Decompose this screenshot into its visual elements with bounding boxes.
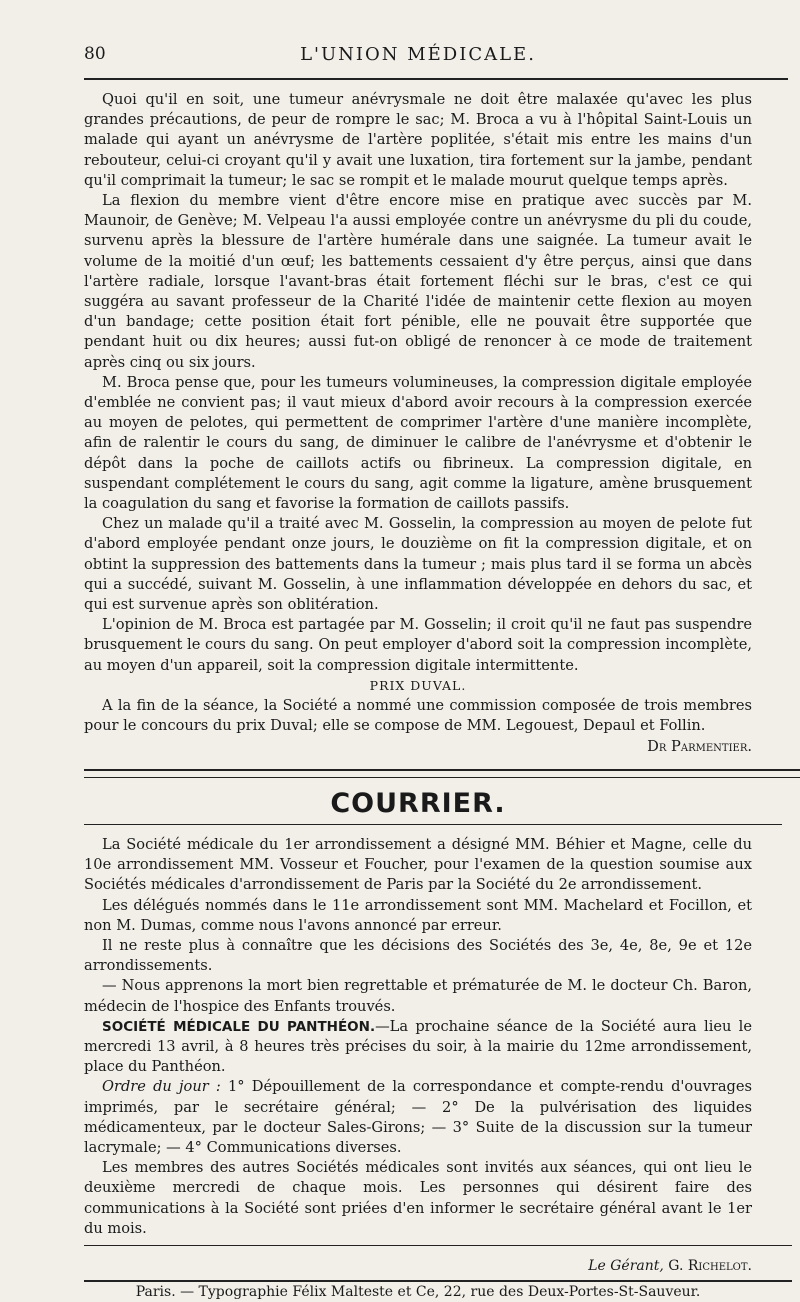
paragraph: La flexion du membre vient d'être encore mise en pratique avec succès par M. Maunoir, de Genève; M. Velpeau l'a aussi employée contre un anévrysme du pli du coude, survenu après la blessure de l'artère humérale dans une saignée. La tumeur avait le volume de la moitié d'un œuf; les battements cessaient d'y être perçus, ainsi que dans l'artère radiale, lorsque l'avant-bras était fortement fléchi sur le bras, c'est ce qui suggéra au savant professeur de la Charité l'idée de maintenir cette flexion au moyen d'un bandage; cette position était fort pénible, elle ne pouvait être supportée que pendant huit ou dix heures; aussi fut-on obligé de renoncer à ce mode de traitement après cinq ou six jours. — [84, 192, 752, 371]
paragraph-ordre — [84, 1077, 752, 1158]
header-rule — [84, 78, 788, 80]
running-title: L'UNION MÉDICALE. — [300, 44, 536, 65]
footer-rule — [84, 1245, 792, 1246]
section-heading-prix-duval: PRIX DUVAL. — [369, 677, 467, 693]
imprint: Paris. — Typographie Félix Malteste et Ce, 22, rue des Deux-Portes-St-Sauveur. — [135, 1284, 701, 1301]
paragraph: La Société médicale du 1er arrondissement a désigné MM. Béhier et Magne, celle du 10e arrondissement MM. Vosseur et Foucher, pour l'examen de la question soumise aux Sociétés médicales d'arrondissement de Paris par la Société du 2e arrondissement. — [84, 835, 752, 894]
ordre-text: 1° Dépouillement de la correspondance et compte-rendu d'ouvrages imprimés, par le secrétaire général; — 2° De la pulvérisation des liquides médicamenteux, par le docteur Sales-Girons; — 3° Suite de la discussion sur la tumeur lacrymale; — 4° Communications diverses. — [84, 1078, 753, 1156]
pantheon-lead: SOCIÉTÉ MÉDICALE DU PANTHÉON. — [102, 1018, 376, 1035]
gerant-line — [84, 1256, 752, 1276]
article-body — [84, 90, 752, 1302]
page-header — [84, 44, 752, 74]
paragraph: M. Broca pense que, pour les tumeurs volumineuses, la compression digitale employée d'emblée ne convient pas; il vaut mieux d'abord avoir recours à la compression exercée au moyen de pelotes, qui permettent de comprimer l'artère d'une manière incomplète, afin de ralentir le cours du sang, de diminuer le calibre de l'anévrysme et d'obtenir le dépôt dans la poche de caillots actifs ou fibrineux. La compression digitale, en suspendant complétement le cours du sang, agit comme la ligature, amène brusquement la coagulation du sang et favorise la formation de caillots passifs. — [84, 373, 752, 513]
gerant-name: G. Richelot. — [668, 1257, 752, 1274]
paragraph: A la fin de la séance, la Société a nommé une commission composée de trois membres pour le concours du prix Duval; elle se compose de MM. Legouest, Depaul et Follin. — [84, 697, 752, 735]
signature: Dr Parmentier. — [647, 737, 752, 755]
paragraph: Les délégués nommés dans le 11e arrondissement sont MM. Machelard et Focillon, et non M. Dumas, comme nous l'avons annoncé par erreur. — [84, 896, 752, 934]
pantheon-text: —La prochaine séance de la Société aura lieu le mercredi 13 avril, à 8 heures très précises du soir, à la mairie du 12me arrondissement, place du Panthéon. — [84, 1017, 752, 1076]
paragraph: Il ne reste plus à connaître que les décisions des Sociétés des 3e, 4e, 8e, 9e et 12e arrondissements. — [84, 936, 752, 975]
ordre-lead: Ordre du jour : — [102, 1078, 221, 1096]
paragraph: Quoi qu'il en soit, une tumeur anévrysmale ne doit être malaxée qu'avec les plus grandes précautions, de peur de rompre le sac; M. Broca a vu à l'hôpital Saint-Louis un malade qui ayant un anévrysme de l'artère poplitée, s'était mis entre les mains d'un rebouteur, celui-ci croyant qu'il y avait une luxation, tira fortement sur la jambe, pendant qu'il comprimait la tumeur; le sac se rompit et le malade mourut quelque temps après. — [84, 91, 752, 189]
paragraph: L'opinion de M. Broca est partagée par M. Gosselin; il croit qu'il ne faut pas suspendre brusquement le cours du sang. On peut employer d'abord soit la compression incomplète, au moyen d'un appareil, soit la compression digitale intermittente. — [84, 616, 752, 674]
paragraph: — Nous apprenons la mort bien regrettable et prématurée de M. le docteur Ch. Baron, médecin de l'hospice des Enfants trouvés. — [84, 977, 752, 1015]
section-divider — [84, 769, 800, 778]
page-number: 80 — [84, 44, 106, 64]
courrier-rule — [84, 824, 782, 825]
courrier-title: COURRIER. — [330, 787, 506, 819]
paragraph: Les membres des autres Sociétés médicales sont invités aux séances, qui ont lieu le deuxième mercredi de chaque mois. Les personnes qui désirent faire des communications à la Société sont priées d'en informer le secrétaire général avant le 1er du mois. — [84, 1159, 752, 1237]
paragraph-pantheon — [84, 1017, 752, 1078]
paragraph: Chez un malade qu'il a traité avec M. Gosselin, la compression au moyen de pelote fut d'abord employée pendant onze jours, le douzième on fit la compression digitale, et on obtint la suppression des battements dans la tumeur ; mais plus tard il se forma un abcès qui a succédé, suivant M. Gosselin, à une inflammation développée en dehors du sac, et qui est survenue après son oblitération. — [84, 515, 752, 614]
gerant-label: Le Gérant, — [588, 1257, 664, 1274]
